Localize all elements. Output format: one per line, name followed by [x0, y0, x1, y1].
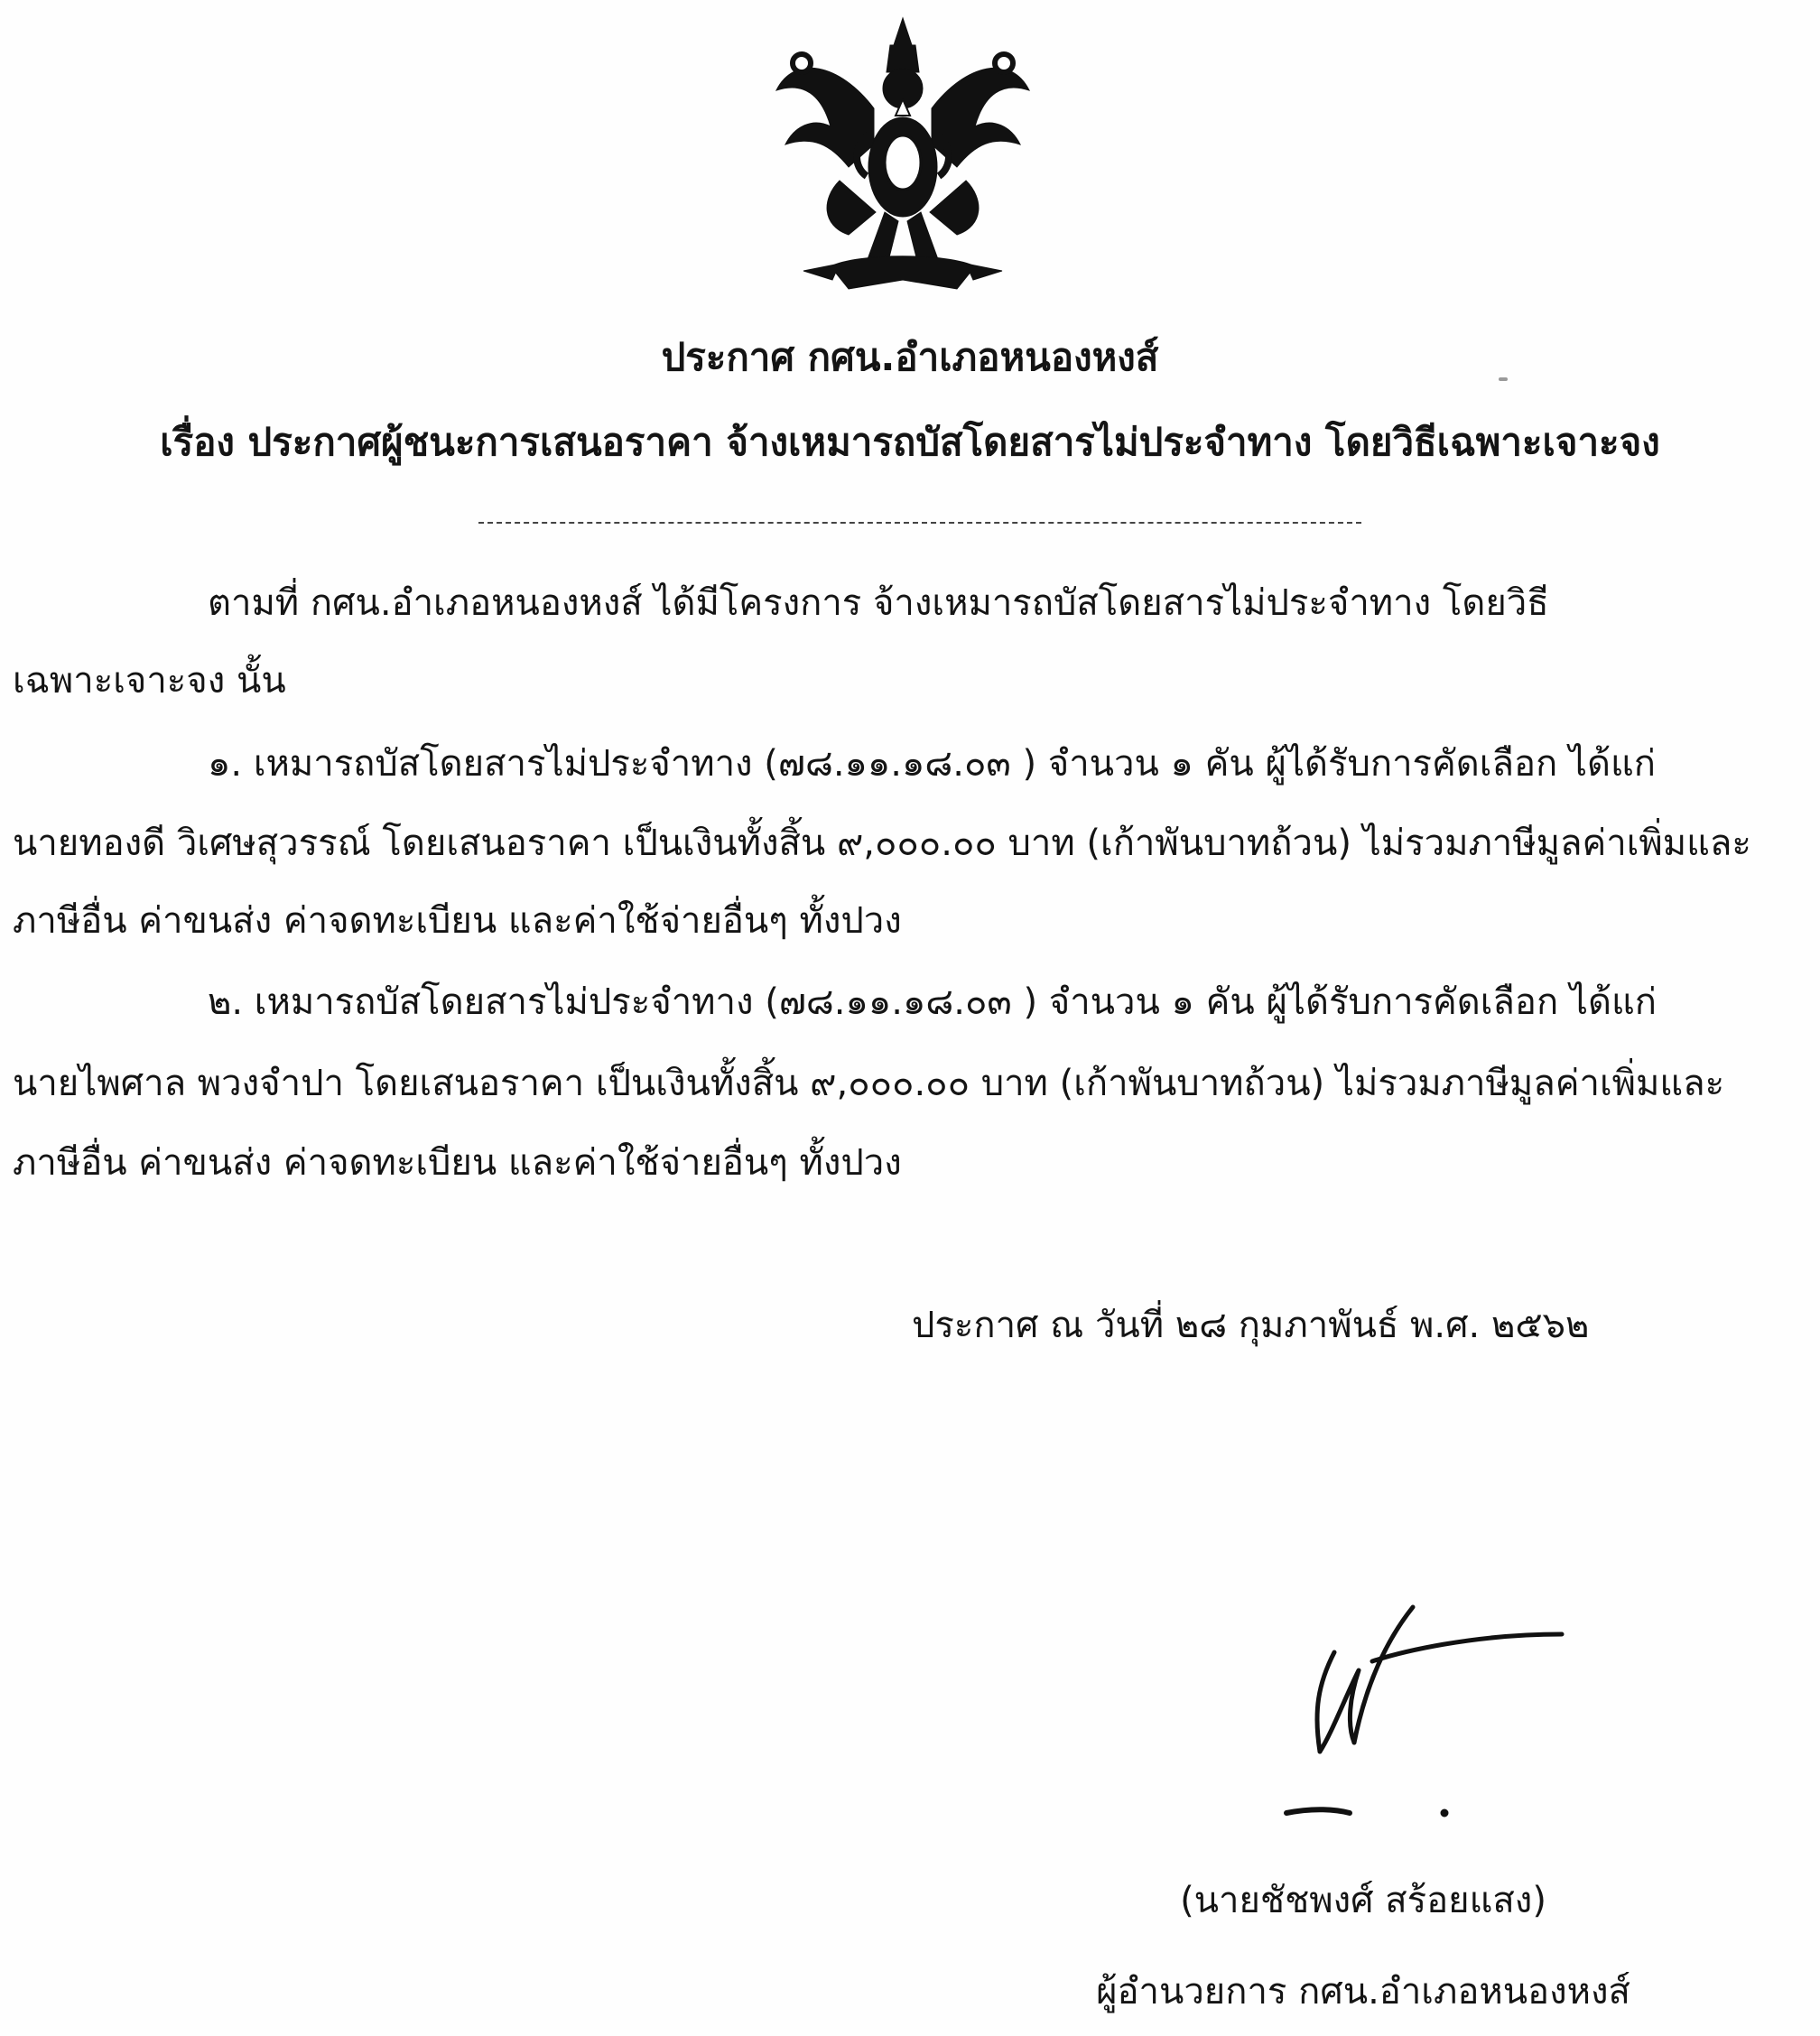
body-line: ๑. เหมารถบัสโดยสารไม่ประจำทาง (๗๘.๑๑.๑๘.๐๓ ) จำนวน ๑ คัน ผู้ได้รับการคัดเลือก ได้แก่ [208, 743, 1657, 785]
body-line: ภาษีอื่น ค่าขนส่ง ค่าจดทะเบียน และค่าใช้จ่ายอื่นๆ ทั้งปวง [13, 900, 902, 942]
body-line: ภาษีอื่น ค่าขนส่ง ค่าจดทะเบียน และค่าใช้จ่ายอื่นๆ ทั้งปวง [13, 1142, 902, 1184]
handwritten-signature [1264, 1598, 1607, 1842]
announcement-title: ประกาศ กศน.อำเภอหนองหงส์ [661, 335, 1159, 379]
garuda-emblem-icon [767, 9, 1038, 298]
body-line: ๒. เหมารถบัสโดยสารไม่ประจำทาง (๗๘.๑๑.๑๘.๐๓ ) จำนวน ๑ คัน ผู้ได้รับการคัดเลือก ได้แก่ [208, 981, 1657, 1023]
scan-speck [1499, 377, 1508, 381]
title-divider [478, 522, 1361, 524]
body-line: ตามที่ กศน.อำเภอหนองหงส์ ได้มีโครงการ จ้างเหมารถบัสโดยสารไม่ประจำทาง โดยวิธี [208, 582, 1549, 624]
announcement-date: ประกาศ ณ วันที่ ๒๘ กุมภาพันธ์ พ.ศ. ๒๕๖๒ [912, 1305, 1590, 1346]
announcement-subject: เรื่อง ประกาศผู้ชนะการเสนอราคา จ้างเหมารถบัสโดยสารไม่ประจำทาง โดยวิธีเฉพาะเจาะจง [160, 420, 1660, 464]
body-line: นายไพศาล พวงจำปา โดยเสนอราคา เป็นเงินทั้งสิ้น ๙,๐๐๐.๐๐ บาท (เก้าพันบาทถ้วน) ไม่รวมภาษีมูลค่าเพิ่มและ [13, 1063, 1725, 1104]
body-line: นายทองดี วิเศษสุวรรณ์ โดยเสนอราคา เป็นเงินทั้งสิ้น ๙,๐๐๐.๐๐ บาท (เก้าพันบาทถ้วน) ไม่รวมภาษีมูลค่าเพิ่มและ [13, 823, 1751, 864]
signer-name: (นายชัชพงศ์ สร้อยแสง) [1180, 1880, 1546, 1921]
signer-position: ผู้อำนวยการ กศน.อำเภอหนองหงส์ [1096, 1971, 1630, 2013]
body-line: เฉพาะเจาะจง นั้น [13, 660, 286, 702]
